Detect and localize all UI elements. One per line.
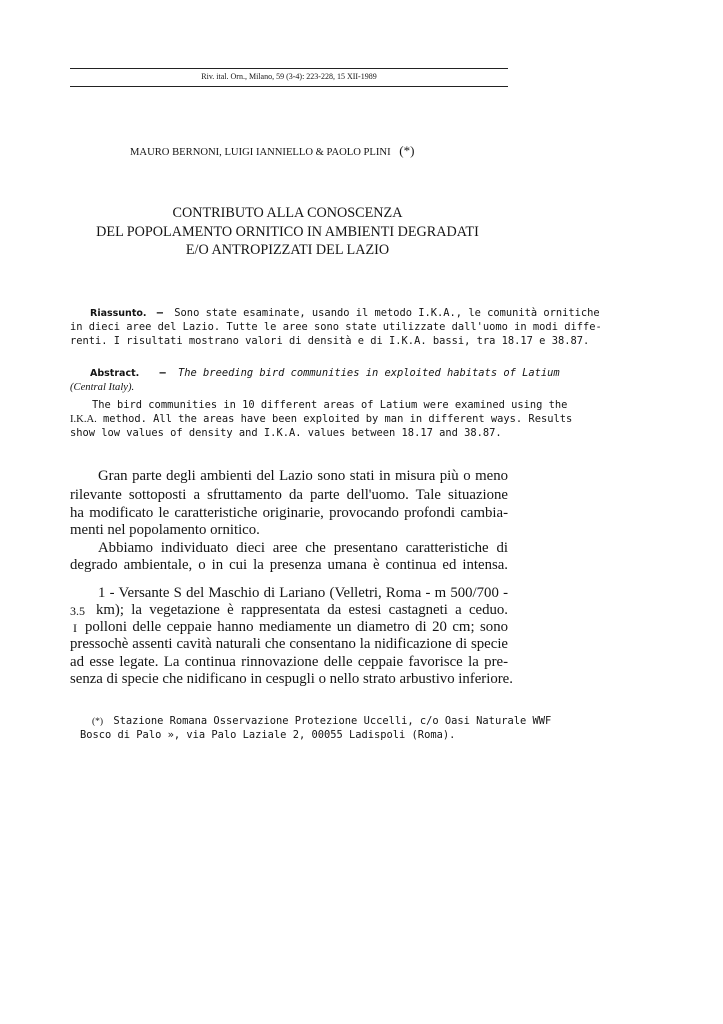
- riassunto-line-1: Riassunto. — Sono state esaminate, usando il metodo I.K.A., le comunità ornitiche: [90, 307, 600, 319]
- margin-note-i: I: [73, 621, 77, 635]
- p3-line-1: 1 - Versante S del Maschio di Lariano (Velletri, Roma - m 500/700 -: [98, 585, 508, 601]
- abstract-ika-prefix: I.K.A.: [70, 414, 97, 425]
- abstract-title-2: (Central Italy).: [70, 382, 135, 393]
- abstract-body-line-2: I.K.A. method. All the areas have been exploited by man in different ways. Results: [70, 413, 573, 425]
- p3-line-5: ad esse legate. La continua rinnovazione delle ceppaie favorisce la pre-: [70, 654, 508, 670]
- p1-line-1: Gran parte degli ambienti del Lazio sono stati in misura più o meno: [98, 468, 508, 484]
- title-line-3: E/O ANTROPIZZATI DEL LAZIO: [185, 242, 390, 258]
- p3-line-6: senza di specie che nidificano in cespugli o nello strato arbustivo inferiore.: [70, 671, 513, 687]
- article-title: [40, 204, 535, 260]
- riassunto-line-3: renti. I risultati mostrano valori di densità e di I.K.A. bassi, tra 18.17 e 38.87.: [70, 335, 590, 347]
- riassunto-dash: —: [156, 307, 164, 319]
- footnote-mark: (*): [92, 717, 104, 727]
- p3-line-3: polloni delle ceppaie hanno mediamente un diametro di 20 cm; sono: [85, 619, 508, 635]
- abstract-label: Abstract.: [90, 368, 140, 379]
- p1-line-3: ha modificato le caratteristiche originarie, provocando profondi cambia-: [70, 505, 508, 521]
- riassunto-line-2: in dieci aree del Lazio. Tutte le aree sono state utilizzate dall'uomo in modi diffe-: [70, 321, 602, 333]
- header-bottom-rule: [70, 86, 508, 87]
- abstract-title-1: The breeding bird communities in exploited habitats of Latium: [178, 367, 560, 379]
- author-footnote-mark: (*): [399, 143, 415, 158]
- p2-line-1: Abbiamo individuato dieci aree che presentano caratteristiche di: [98, 540, 508, 556]
- abstract-dash: —: [159, 367, 166, 379]
- authors: [130, 144, 414, 160]
- title-line-1: CONTRIBUTO ALLA CONOSCENZA: [172, 205, 403, 221]
- p3-line-2: km); la vegetazione è rappresentata da estesi castagneti a ceduo.: [96, 602, 508, 618]
- footnote-line-2: Bosco di Palo », via Palo Laziale 2, 00055 Ladispoli (Roma).: [80, 729, 456, 741]
- riassunto-label: Riassunto.: [90, 308, 147, 319]
- p2-line-2: degrado ambientale, o in cui la presenza umana è continua ed intensa.: [70, 557, 508, 573]
- abstract-body-line-1: The bird communities in 10 different areas of Latium were examined using the: [92, 399, 568, 411]
- header-top-rule: [70, 68, 508, 69]
- p3-line-4: pressochè assenti cavità naturali che consentano la nidificazione di specie: [70, 636, 508, 652]
- abstract-body-line-3: show low values of density and I.K.A. values between 18.17 and 38.87.: [70, 427, 502, 439]
- abstract-line-1: [70, 366, 560, 381]
- p1-line-2: rilevante sottoposti a sfruttamento da parte dell'uomo. Tale situazione: [70, 487, 508, 503]
- p1-line-4: menti nel popolamento ornitico.: [70, 522, 260, 538]
- title-line-2: DEL POPOLAMENTO ORNITICO IN AMBIENTI DEGRADATI: [96, 223, 479, 240]
- journal-citation: Riv. ital. Orn., Milano, 59 (3-4): 223-228, 15 XII-1989: [201, 72, 377, 81]
- margin-note-3-5: 3.5: [70, 604, 85, 618]
- footnote-line-1: (*) Stazione Romana Osservazione Protezione Uccelli, c/o Oasi Naturale WWF: [92, 715, 552, 727]
- author-names: MAURO BERNONI, LUIGI IANNIELLO & PAOLO PLINI: [130, 147, 391, 158]
